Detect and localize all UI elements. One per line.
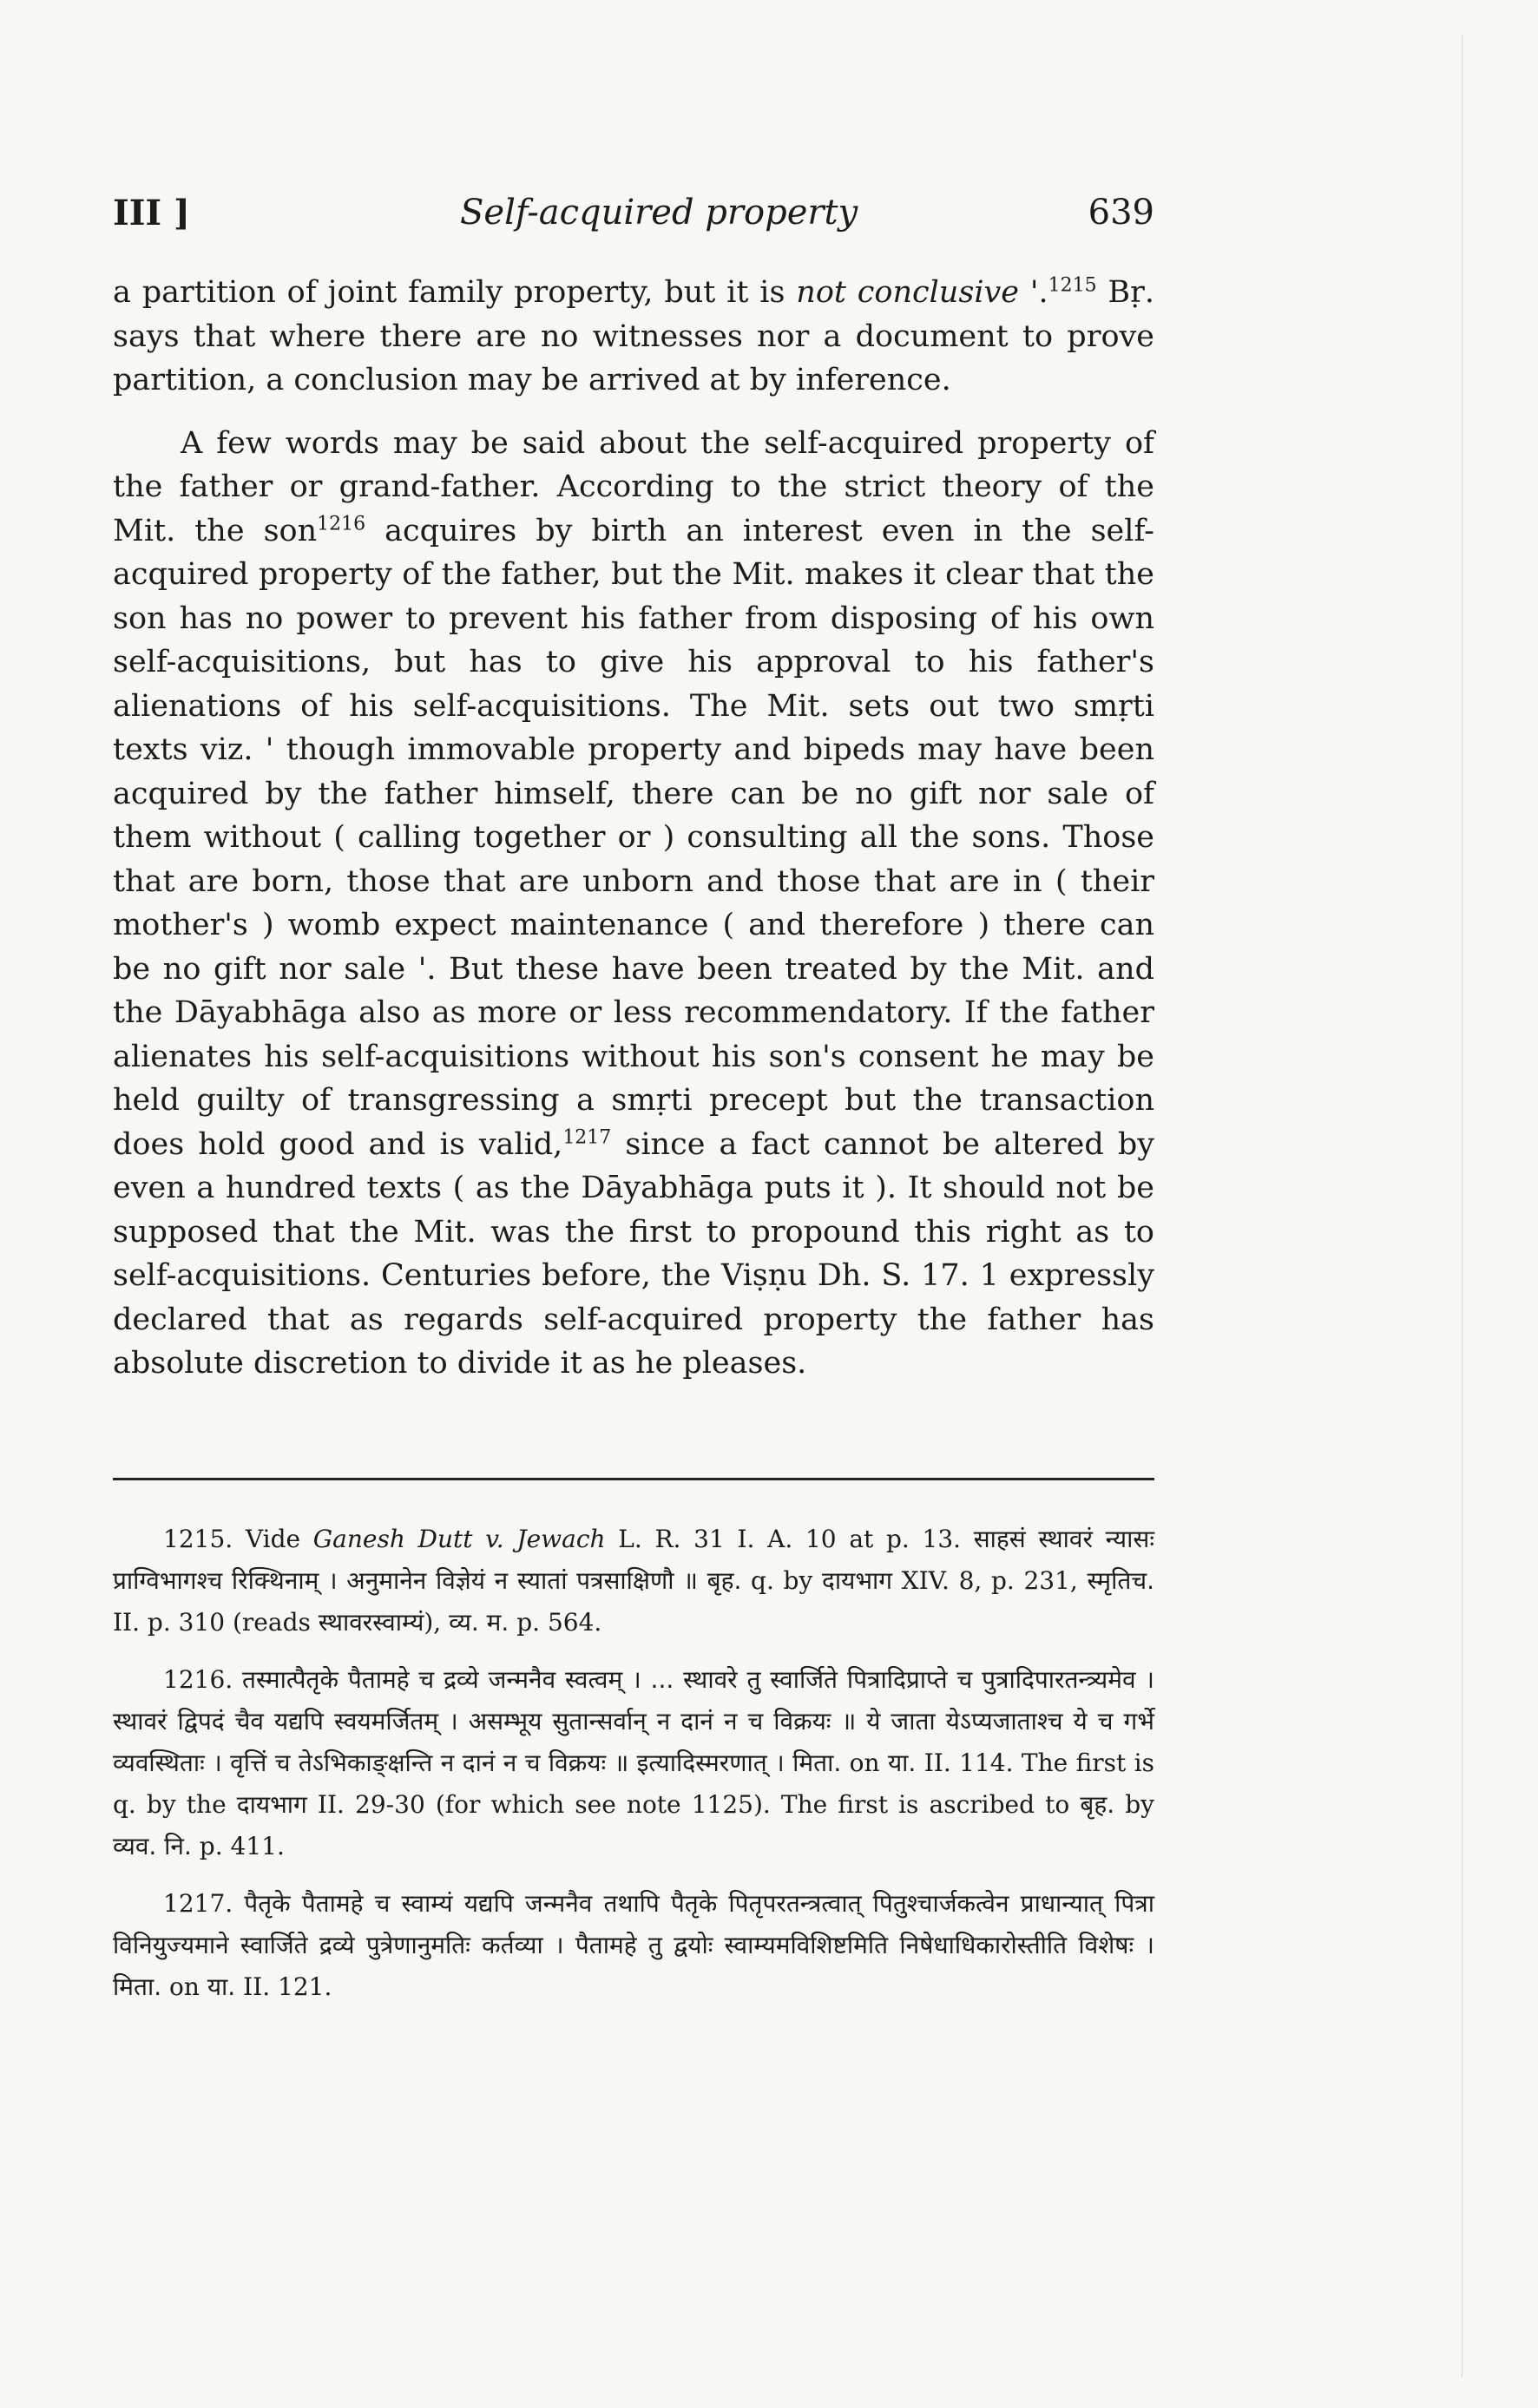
sanskrit-text: या. [887, 1749, 917, 1777]
sanskrit-text: व्यव. नि. [113, 1832, 192, 1860]
sanskrit-text: स्मृतिच. [1087, 1566, 1154, 1595]
sanskrit-text: बृह. [1080, 1790, 1115, 1819]
text-run: Bṛ. says that where there are no witnesses nor a document to prove partition, a conclusion may be arrived at by inference. [113, 275, 1155, 397]
text-run: p. 564. [509, 1608, 602, 1637]
text-run: II. p. 310 (reads [113, 1608, 319, 1637]
sanskrit-text: स्थावरस्वाम्यं [318, 1608, 424, 1637]
running-title: Self-acquired property [460, 193, 858, 233]
footnote-divider [113, 1478, 1154, 1480]
text-run: XIV. 8, p. 231, [892, 1566, 1088, 1595]
sanskrit-text: व्य. म. [449, 1608, 509, 1637]
text-run: a partition of joint family property, but it is [113, 275, 797, 310]
sanskrit-text: तस्मात्पैतृके पैतामहे च द्रव्ये जन्मनैव स्वत्वम् । ... स्थावरे तु स्वार्जिते पित्रादिप्राप्ते च पुत्रादिपारतन्त्र्यमेव । स्थावरं द्विपदं चैव यद्यपि स्वयमर्जितम् । असम्भूय सुतान्सर्वान् न दानं न च विक्रयः ॥ ये जाता येऽप्यजाताश्च ये च गर्भे व्यवस्थिताः । वृत्तिं च तेऽभिकाङ्क्षन्ति न दानं न च विक्रयः ॥ इत्यादिस्मरणात् । मिता. [113, 1665, 1154, 1777]
footnote-1217 [113, 1883, 1154, 2008]
sanskrit-text: साहसं स्थावरं न्यासः प्राग्विभागश्च रिक्थिनाम् । अनुमानेन विज्ञेयं न स्यातां पत्रसाक्षिणौ ॥ बृह. [113, 1525, 1154, 1595]
sanskrit-text: या. [207, 1972, 236, 2001]
text-run: ), [424, 1608, 450, 1637]
text-run: acquires by birth an interest even in the self-acquired property of the father, but the Mit. makes it clear that the son has no power to prevent his father from disposing of his own self-acquisitions, but has to give his approval to his father's alienations of his self-acquisitions. The Mit. sets out two smṛti texts viz. ' though immovable property and bipeds may have been acquired by the father himself, there can be no gift nor sale of them without ( calling together or ) consulting all the sons. Those that are born, those that are unborn and those that are in ( their mother's ) womb expect maintenance ( and therefore ) there can be no gift nor sale '. But these have been treated by the Mit. and the Dāyabhāga also as more or less recommendatory. If the father alienates his self-acquisitions without his son's consent he may be held guilty of transgressing a smṛti precept but the transaction does hold good and is valid, [113, 513, 1154, 1162]
main-text [113, 271, 1154, 1386]
page-number: 639 [1088, 193, 1154, 233]
text-run: Vide [233, 1525, 313, 1553]
footnote-1216 [113, 1659, 1154, 1867]
footnote-ref-1215: 1215 [1048, 274, 1097, 297]
italic-phrase: not conclusive [796, 275, 1019, 310]
paragraph-1 [113, 271, 1154, 403]
sanskrit-text: पैतृके पैतामहे च स्वाम्यं यद्यपि जन्मनैव तथापि पैतृके पितृपरतन्त्रत्वात् पितुश्चार्जकत्वेन प्राधान्यात् पित्रा विनियुज्यमाने स्वार्जिते द्रव्ये पुत्रेणानुमतिः कर्तव्या । पैतामहे तु द्वयोः स्वाम्यमविशिष्टमिति निषेधाधिकारोस्तीति विशेषः । मिता. [113, 1889, 1154, 2001]
footnote-number: 1216. [163, 1665, 233, 1694]
text-run: q. by [741, 1566, 822, 1595]
footnote-number: 1215. [163, 1525, 233, 1553]
text-run: L. R. 31 I. A. 10 at p. 13. [605, 1525, 974, 1553]
text-run: on [161, 1972, 207, 2001]
text-run: II. 29-30 (for which see note 1125). The first is ascribed to [306, 1790, 1081, 1819]
text-run: since a fact cannot be altered by even a hundred texts ( as the Dāyabhāga puts it ). It should not be supposed that the Mit. was the first to propound this right as to self-acquisitions. Centuries before, the Viṣṇu Dh. S. 17. 1 expressly declared that as regards self-acquired property the father has absolute discretion to divide it as he pleases. [113, 1126, 1154, 1381]
footnote-number: 1217. [163, 1889, 233, 1918]
text-run: on [841, 1749, 888, 1777]
text-run: II. 121. [235, 1972, 332, 2001]
footnote-1215 [113, 1519, 1154, 1644]
sanskrit-text: दायभाग [236, 1790, 307, 1819]
footnotes [113, 1519, 1154, 2024]
text-run: A few words may be said about the self-acquired property of the father or grand-father. According to the strict theory of the Mit. the son [113, 425, 1154, 548]
case-name: Ganesh Dutt v. Jewach [312, 1525, 606, 1553]
sanskrit-text: दायभाग [821, 1566, 893, 1595]
text-run: by [1114, 1790, 1154, 1819]
section-marker: III ] [113, 193, 190, 233]
text-run: '. [1019, 275, 1048, 310]
footnote-ref-1217: 1217 [562, 1125, 612, 1148]
footnote-ref-1216: 1216 [317, 512, 366, 535]
text-run: p. 411. [191, 1832, 285, 1860]
paragraph-2 [113, 422, 1154, 1386]
text-run: II. 114. The first is q. by the [113, 1749, 1154, 1819]
running-header [113, 193, 1154, 245]
